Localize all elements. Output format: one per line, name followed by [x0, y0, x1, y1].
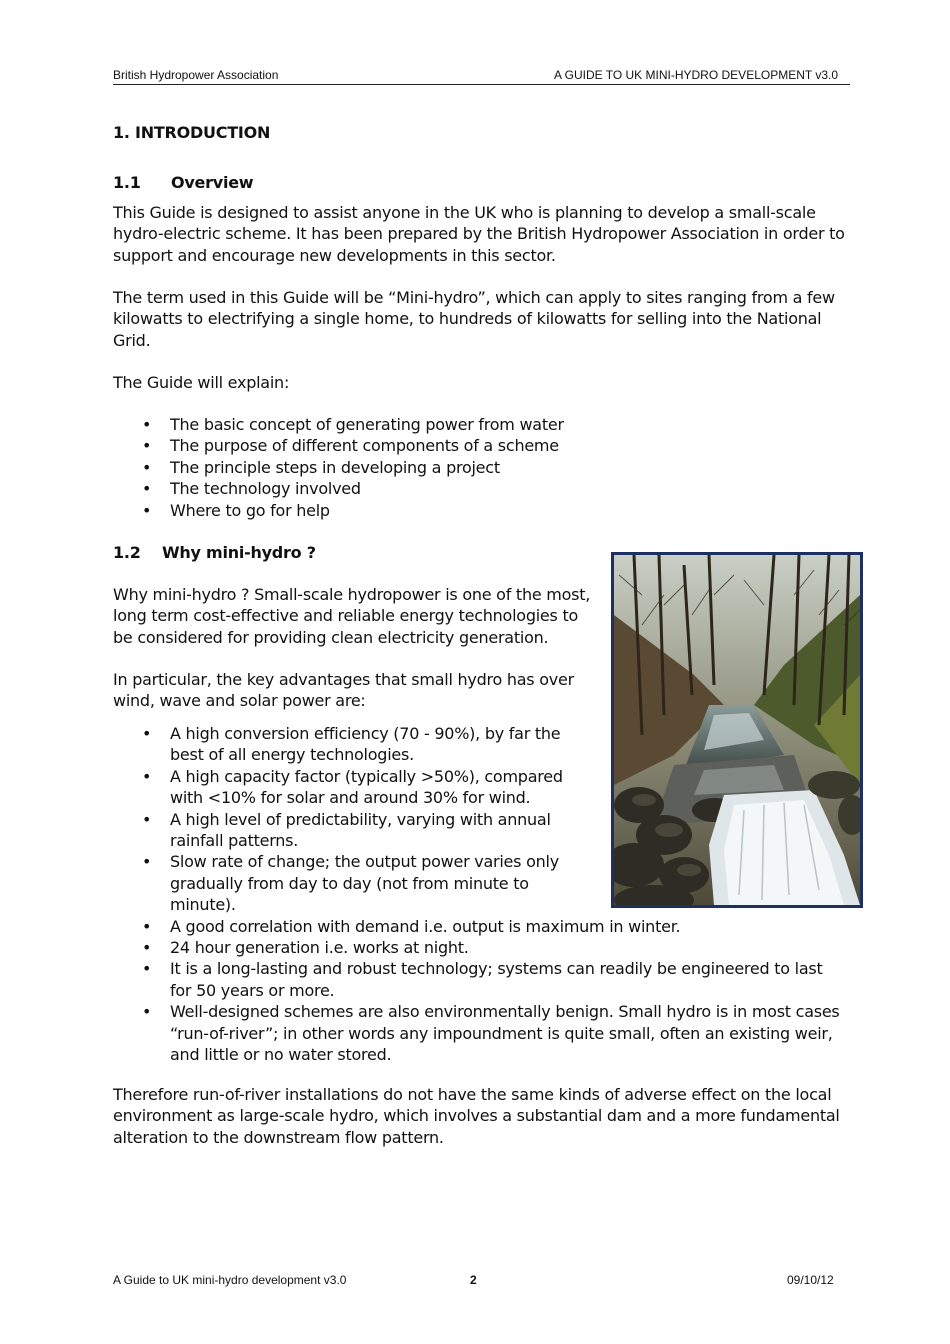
- footer-page-number: 2: [470, 1273, 477, 1287]
- text-line: “run-of-river”; in other words any impoundment is quite small, often an existing weir,: [170, 1023, 833, 1043]
- list-item: [113, 916, 840, 937]
- footer-date: 09/10/12: [787, 1273, 834, 1287]
- list-item: • The purpose of different components of a scheme: [113, 435, 564, 456]
- overview-paragraph-2: [113, 287, 835, 351]
- subsection-title: Why mini-hydro ?: [162, 543, 316, 562]
- river-waterfall-photo: [611, 552, 863, 908]
- why-paragraph-2: [113, 669, 574, 712]
- text-line: Therefore run-of-river installations do not have the same kinds of adverse effect on the local: [113, 1085, 832, 1104]
- why-paragraph-1: [113, 584, 590, 648]
- text-line: • A good correlation with demand i.e. output is maximum in winter.: [170, 916, 681, 936]
- text-line: This Guide is designed to assist anyone in the UK who is planning to develop a small-scale: [113, 203, 816, 222]
- list-item: [113, 958, 840, 1001]
- text-line: • 24 hour generation i.e. works at night.: [170, 938, 469, 958]
- text-line: best of all energy technologies.: [170, 745, 414, 765]
- list-item: [113, 1001, 840, 1065]
- text-line: long term cost-effective and reliable energy technologies to: [113, 606, 579, 626]
- text-line: minute).: [170, 895, 236, 915]
- guide-topics-list: [113, 414, 564, 521]
- subsection-heading-overview: [113, 172, 253, 193]
- text-line: hydro-electric scheme. It has been prepared by the British Hydropower Association in order to: [113, 224, 845, 244]
- text-line: Why mini-hydro ? Small-scale hydropower is one of the most,: [113, 585, 591, 604]
- text-line: Grid.: [113, 330, 151, 350]
- subsection-heading-why-mini-hydro: [113, 542, 316, 563]
- section-heading-introduction: 1. INTRODUCTION: [113, 123, 271, 142]
- text-line: kilowatts to electrifying a single home, to hundreds of kilowatts for selling into the National: [113, 309, 822, 329]
- header-document-title: A GUIDE TO UK MINI-HYDRO DEVELOPMENT v3.0: [553, 68, 838, 82]
- list-item: • Where to go for help: [113, 500, 564, 521]
- text-line: alteration to the downstream flow pattern.: [113, 1127, 444, 1147]
- guide-list-intro: The Guide will explain:: [113, 373, 290, 392]
- text-line: • A high level of predictability, varying with annual: [170, 809, 551, 829]
- text-line: • A high capacity factor (typically >50%), compared: [170, 766, 563, 786]
- text-line: and little or no water stored.: [170, 1045, 392, 1065]
- text-line: • Slow rate of change; the output power varies only: [170, 852, 559, 872]
- page-header: [113, 67, 850, 85]
- text-line: for 50 years or more.: [170, 980, 335, 1000]
- footer-document-title: A Guide to UK mini-hydro development v3.0: [113, 1273, 347, 1287]
- overview-paragraph-1: [113, 202, 845, 266]
- header-organisation: British Hydropower Association: [113, 68, 279, 82]
- text-line: gradually from day to day (not from minute to: [170, 873, 529, 893]
- text-line: rainfall patterns.: [170, 831, 299, 851]
- subsection-number: 1.2: [113, 543, 141, 562]
- text-line: environment as large-scale hydro, which involves a substantial dam and a more fundamental: [113, 1106, 840, 1126]
- text-line: • Well-designed schemes are also environmentally benign. Small hydro is in most cases: [170, 1002, 840, 1022]
- list-item: [113, 937, 840, 958]
- closing-paragraph: [113, 1084, 840, 1148]
- text-line: In particular, the key advantages that small hydro has over: [113, 670, 574, 689]
- text-line: The term used in this Guide will be “Mini-hydro”, which can apply to sites ranging from a few: [113, 288, 835, 307]
- list-item: • The technology involved: [113, 478, 564, 499]
- list-item: • The basic concept of generating power from water: [113, 414, 564, 435]
- list-item: • The principle steps in developing a project: [113, 457, 564, 478]
- text-line: with <10% for solar and around 30% for wind.: [170, 788, 531, 808]
- text-line: support and encourage new developments in this sector.: [113, 245, 556, 265]
- text-line: be considered for providing clean electricity generation.: [113, 627, 549, 647]
- text-line: • It is a long-lasting and robust technology; systems can readily be engineered to last: [170, 959, 823, 979]
- subsection-number: 1.1: [113, 173, 141, 192]
- text-line: wind, wave and solar power are:: [113, 691, 366, 711]
- subsection-title: Overview: [171, 173, 254, 192]
- text-line: • A high conversion efficiency (70 - 90%), by far the: [170, 724, 561, 743]
